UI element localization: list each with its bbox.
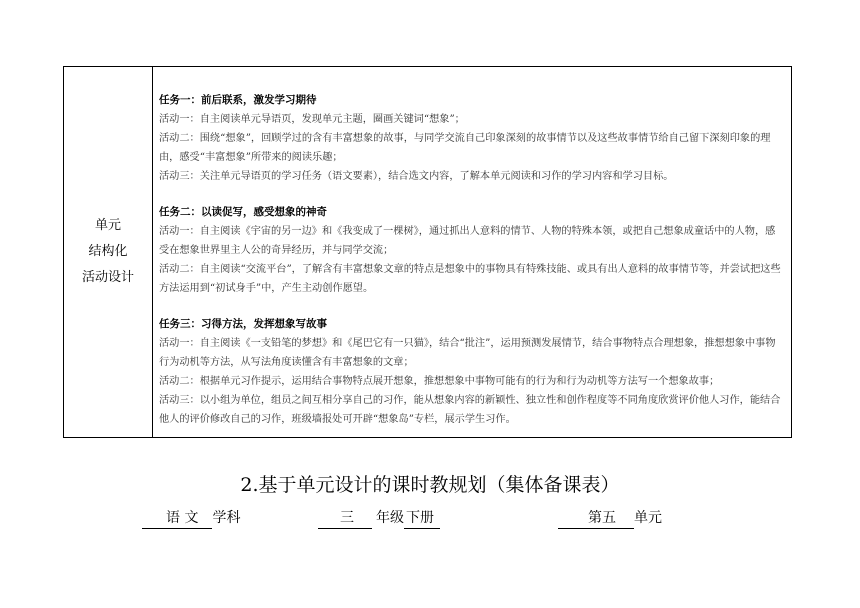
task-block-3	[159, 315, 785, 429]
activity-text: 活动二：根据单元习作提示，运用结合事物特点展开想象，推想想象中事物可能有的行为和行为动机等方法写一个想象故事；	[159, 376, 720, 387]
subject-field	[142, 508, 240, 529]
row-label-line: 活动设计	[81, 270, 134, 285]
section-heading: 2.基于单元设计的课时教规划（集体备课表）	[240, 474, 620, 496]
activity-text: 活动一：自主阅读《宇宙的另一边》和《我变成了一棵树》，通过抓出人意料的情节、人物的特殊本领，或把自己想象成童话中的人物，感受在想象世界里主人公的奇异经历，并与同学交流；	[159, 226, 776, 256]
grade-field	[318, 508, 440, 529]
row-label-line: 结构化	[88, 244, 128, 259]
activity-text: 活动三：以小组为单位，组员之间互相分享自己的习作，能从想象内容的新颖性、独立性和创作程度等不同角度欣赏评价他人习作，能结合他人的评价修改自己的习作，班级墙报处可开辟“想象岛”专栏，展示学生习作。	[159, 395, 781, 425]
task-block-1	[159, 91, 785, 186]
grade-value: 三	[318, 508, 372, 529]
task-title: 任务一：前后联系，激发学习期待	[159, 94, 317, 106]
activity-text: 活动一：自主阅读单元导语页，发现单元主题，圈画关键词“想象”；	[159, 114, 465, 125]
activity-text: 活动二：围绕“想象”，回顾学过的含有丰富想象的故事，与同学交流自己印象深刻的故事情节以及这些故事情节给自己留下深刻印象的理由，感受“丰富想象”所带来的阅读乐趣；	[159, 133, 771, 163]
unit-field	[558, 508, 662, 529]
volume-value: 下册	[404, 508, 440, 529]
unit-suffix: 单元	[634, 510, 662, 526]
row-label-cell	[64, 67, 153, 437]
unit-activity-table	[63, 66, 792, 438]
task-title: 任务三：习得方法，发挥想象写故事	[159, 318, 327, 330]
activity-text: 活动一：自主阅读《一支铅笔的梦想》和《尾巴它有一只猫》，结合“批注”，运用预测发展情节，结合事物特点合理想象，推想想象中事物行为动机等方法，从写法角度读懂含有丰富想象的文章；	[159, 338, 776, 368]
row-label-line: 单元	[94, 218, 121, 233]
task-title: 任务二：以读促写，感受想象的神奇	[159, 206, 327, 218]
grade-suffix: 年级	[376, 510, 404, 526]
activity-text: 活动三：关注单元导语页的学习任务（语文要素），结合选文内容，了解本单元阅读和习作的学习内容和学习目标。	[159, 171, 674, 182]
activity-text: 活动二：自主阅读“交流平台”，了解含有丰富想象文章的特点是想象中的事物具有特殊技能、或具有出人意料的故事情节等，并尝试把这些方法运用到“初试身手”中，产生主动创作愿望。	[159, 264, 781, 294]
subject-value: 语 文	[142, 508, 212, 529]
task-content-cell	[153, 67, 791, 437]
unit-value: 第五	[558, 508, 634, 529]
task-block-2	[159, 203, 785, 298]
subject-suffix: 学科	[212, 510, 241, 526]
